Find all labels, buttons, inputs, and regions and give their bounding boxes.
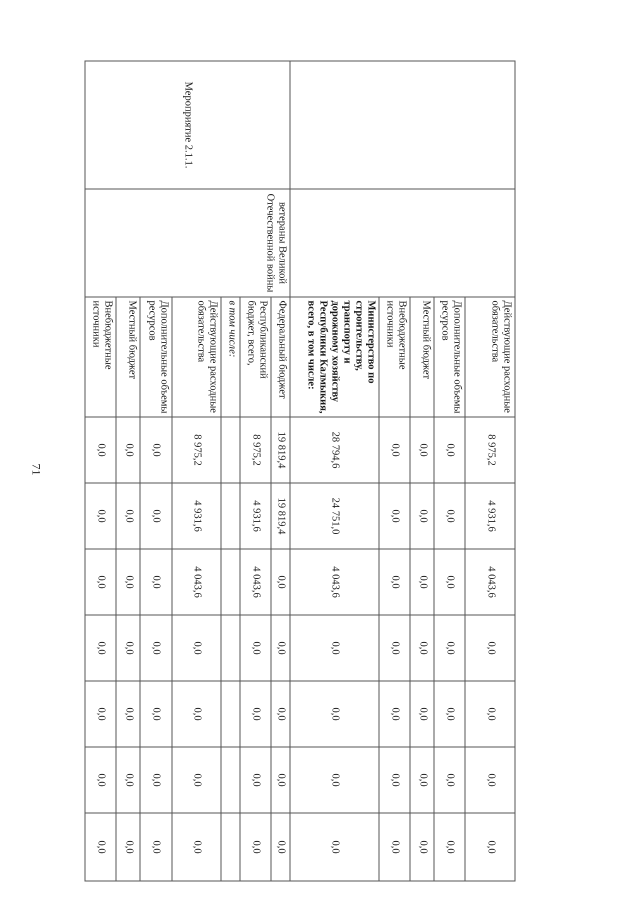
page-number: 71 bbox=[29, 463, 44, 476]
value-cell: 0,0 bbox=[171, 747, 221, 813]
value-cell: 0,0 bbox=[85, 483, 116, 549]
value-cell: 0,0 bbox=[239, 747, 270, 813]
value-cell bbox=[221, 417, 239, 483]
value-cell: 0,0 bbox=[271, 681, 290, 747]
value-cell: 0,0 bbox=[116, 417, 140, 483]
value-cell: 19 819,4 bbox=[271, 417, 290, 483]
value-cell: 0,0 bbox=[378, 483, 409, 549]
value-cell: 0,0 bbox=[410, 549, 434, 615]
value-cell: 0,0 bbox=[85, 615, 116, 681]
value-cell: 0,0 bbox=[116, 813, 140, 881]
budget-table-wrapper bbox=[84, 60, 515, 880]
value-cell: 0,0 bbox=[290, 681, 378, 747]
value-cell: 0,0 bbox=[85, 681, 116, 747]
value-cell bbox=[221, 681, 239, 747]
row-label: Дополнительные объемы ресурсов bbox=[140, 297, 171, 417]
value-cell: 0,0 bbox=[140, 615, 171, 681]
budget-table bbox=[84, 60, 515, 881]
value-cell: 0,0 bbox=[433, 813, 464, 881]
value-cell: 0,0 bbox=[433, 549, 464, 615]
value-cell: 0,0 bbox=[465, 747, 515, 813]
value-cell: 0,0 bbox=[271, 549, 290, 615]
value-cell: 28 794,6 bbox=[290, 417, 378, 483]
value-cell: 0,0 bbox=[433, 747, 464, 813]
value-cell: 0,0 bbox=[410, 747, 434, 813]
table-row bbox=[465, 61, 515, 881]
value-cell bbox=[221, 747, 239, 813]
row-label: Местный бюджет bbox=[410, 297, 434, 417]
value-cell: 24 751,0 bbox=[290, 483, 378, 549]
value-cell: 0,0 bbox=[85, 813, 116, 881]
value-cell: 8 975,2 bbox=[239, 417, 270, 483]
value-cell: 0,0 bbox=[410, 615, 434, 681]
value-cell: 4 043,6 bbox=[290, 549, 378, 615]
value-cell: 0,0 bbox=[378, 417, 409, 483]
value-cell: 0,0 bbox=[171, 681, 221, 747]
empty-measure-cell bbox=[290, 61, 515, 189]
value-cell: 0,0 bbox=[433, 417, 464, 483]
value-cell: 8 975,2 bbox=[465, 417, 515, 483]
value-cell: 0,0 bbox=[140, 417, 171, 483]
row-label: Федеральный бюджет bbox=[271, 297, 290, 417]
value-cell: 0,0 bbox=[410, 483, 434, 549]
value-cell: 0,0 bbox=[271, 615, 290, 681]
value-cell: 0,0 bbox=[116, 747, 140, 813]
value-cell: 0,0 bbox=[116, 549, 140, 615]
row-label: Действующие расходные обязательства bbox=[465, 297, 515, 417]
value-cell: 0,0 bbox=[239, 681, 270, 747]
row-label: в том числе: bbox=[221, 297, 239, 417]
value-cell: 0,0 bbox=[85, 747, 116, 813]
row-label: Республиканский бюджет, всего, bbox=[239, 297, 270, 417]
measure-label: Мероприятие 2.1.1. bbox=[85, 61, 290, 189]
row-label: Местный бюджет bbox=[116, 297, 140, 417]
row-label: Действующие расходные обязательства bbox=[171, 297, 221, 417]
value-cell: 0,0 bbox=[140, 549, 171, 615]
value-cell: 0,0 bbox=[140, 681, 171, 747]
value-cell: 0,0 bbox=[410, 417, 434, 483]
row-label: Внебюджетные источники bbox=[85, 297, 116, 417]
value-cell: 0,0 bbox=[378, 615, 409, 681]
value-cell: 0,0 bbox=[378, 747, 409, 813]
value-cell: 0,0 bbox=[140, 813, 171, 881]
value-cell bbox=[221, 483, 239, 549]
value-cell: 0,0 bbox=[85, 549, 116, 615]
value-cell: 0,0 bbox=[239, 615, 270, 681]
value-cell: 0,0 bbox=[290, 615, 378, 681]
value-cell: 0,0 bbox=[433, 681, 464, 747]
value-cell: 4 043,6 bbox=[171, 549, 221, 615]
value-cell: 19 819,4 bbox=[271, 483, 290, 549]
value-cell: 4 931,6 bbox=[171, 483, 221, 549]
value-cell: 8 975,2 bbox=[171, 417, 221, 483]
value-cell: 0,0 bbox=[410, 681, 434, 747]
value-cell: 0,0 bbox=[433, 483, 464, 549]
row-label: Министерство по строительству, транспорту и дорожному хозяйству Республики Калмыкия, всего, в том числе: bbox=[290, 297, 378, 417]
value-cell: 4 931,6 bbox=[465, 483, 515, 549]
value-cell: 0,0 bbox=[378, 549, 409, 615]
value-cell: 0,0 bbox=[171, 813, 221, 881]
value-cell: 0,0 bbox=[116, 681, 140, 747]
value-cell: 0,0 bbox=[271, 747, 290, 813]
value-cell: 0,0 bbox=[116, 483, 140, 549]
value-cell: 0,0 bbox=[271, 813, 290, 881]
value-cell: 4 043,6 bbox=[465, 549, 515, 615]
value-cell: 0,0 bbox=[465, 681, 515, 747]
value-cell: 0,0 bbox=[290, 747, 378, 813]
value-cell: 0,0 bbox=[290, 813, 378, 881]
value-cell: 0,0 bbox=[378, 681, 409, 747]
empty-participant-cell bbox=[290, 189, 515, 297]
value-cell: 0,0 bbox=[378, 813, 409, 881]
value-cell bbox=[221, 813, 239, 881]
value-cell bbox=[221, 549, 239, 615]
value-cell: 4 043,6 bbox=[239, 549, 270, 615]
value-cell: 0,0 bbox=[433, 615, 464, 681]
value-cell: 0,0 bbox=[116, 615, 140, 681]
table-row bbox=[271, 61, 290, 881]
row-label: Внебюджетные источники bbox=[378, 297, 409, 417]
rotated-page-area bbox=[84, 60, 515, 880]
participant-label: ветераны Великой Отечественной войны bbox=[85, 189, 290, 297]
value-cell: 0,0 bbox=[85, 417, 116, 483]
value-cell: 0,0 bbox=[171, 615, 221, 681]
value-cell bbox=[221, 615, 239, 681]
value-cell: 0,0 bbox=[410, 813, 434, 881]
value-cell: 0,0 bbox=[239, 813, 270, 881]
value-cell: 0,0 bbox=[465, 813, 515, 881]
value-cell: 4 931,6 bbox=[239, 483, 270, 549]
value-cell: 0,0 bbox=[140, 483, 171, 549]
value-cell: 0,0 bbox=[140, 747, 171, 813]
value-cell: 0,0 bbox=[465, 615, 515, 681]
row-label: Дополнительные объемы ресурсов bbox=[433, 297, 464, 417]
